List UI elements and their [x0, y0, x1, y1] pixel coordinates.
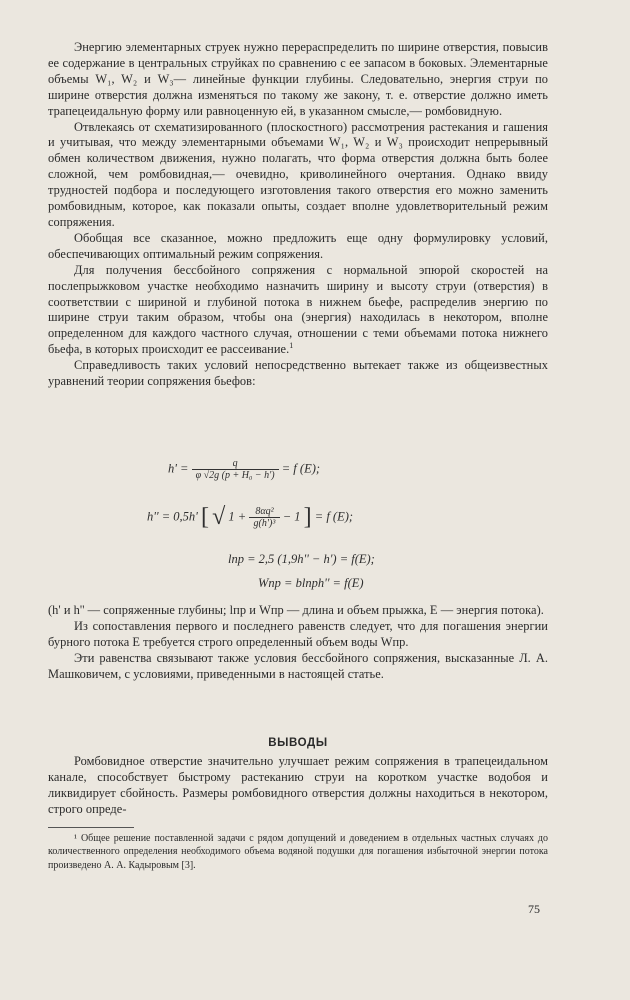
formula-1-numerator: q	[192, 458, 279, 470]
footnote: ¹ Общее решение поставленной задачи с рядом допущений и доведением в отдельных частных случаях до количественного определения необходимого объема водяной подушки для погашения избыточной энергии потока произведено А. А. Кадыровым [3].	[48, 833, 548, 871]
formula-2-inner-b: − 1	[282, 509, 301, 524]
text-block-conclusions	[48, 754, 548, 818]
footnote-rule	[48, 827, 134, 828]
formula-1-fraction	[192, 458, 279, 481]
formula-1-rhs: = f (E);	[281, 461, 321, 476]
paragraph-2: Отвлекаясь от схематизированного (плоскостного) рассмотрения растекания и гашения и учитывая, что между элементарными объемами W₁, W₂ и W₃ происходит непрерывный обмен количеством движения, нужно полагать, что форма отверстия должна быть более сложной, чем ромбовидная,— очевидно, криволинейного очертания. Однако ввиду трудностей подбора и последующего изготовления такого отверстия его можно заменить ромбовидным, которое, как показали опыты, создает вполне удовлетворительный режим сопряжения.	[48, 119, 548, 229]
page-number: 75	[528, 902, 540, 916]
formula-1-denominator: φ √2g (p + H₀ − h')	[195, 470, 275, 481]
formula-1-lhs: h' =	[168, 461, 189, 476]
formula-2-numerator: 8αq²	[249, 506, 279, 518]
section-heading-conclusions: ВЫВОДЫ	[268, 737, 328, 749]
paragraph-9: Ромбовидное отверстие значительно улучшает режим сопряжения в трапецеидальном канале, способствует быстрому растеканию струи на коротком участке водобоя и ликвидирует сбойность. Размеры ромбовидного отверстия должны находиться в некотором, строго опреде-	[48, 754, 548, 816]
paragraph-4-text: Для получения бессбойного сопряжения с нормальной эпюрой скоростей на послепрыжковом участке необходимо назначить ширину и высоту струи (отверстия) в соответствии с шириной и глубиной потока в нижнем бьефе, распределив энергию по ширине струи таким образом, чтобы она (энергия) находилась в некотором, вполне определенном для каждого частного случая, отношении с теми объемами потока нижнего бьефа, в которых происходит ее рассеивание.	[48, 262, 548, 357]
formula-2-fraction	[249, 506, 279, 529]
formula-2-denominator: g(h')³	[253, 518, 276, 529]
paragraph-7: Из сопоставления первого и последнего равенств следует, что для погашения энергии бурного потока E требуется строго определенный объем воды Wпр.	[48, 618, 548, 649]
formula-2-left-bracket: [	[200, 504, 209, 530]
formula-h-prime	[168, 458, 320, 481]
paragraph-3: Обобщая все сказанное, можно предложить еще одну формулировку условий, обеспечивающих оптимальный режим сопряжения.	[48, 230, 548, 261]
paragraph-6: (h' и h'' — сопряженные глубины; lпр и Wпр — длина и объем прыжка, E — энергия потока).	[48, 603, 544, 617]
formula-h-double-prime	[147, 504, 353, 531]
paragraph-1: Энергию элементарных струек нужно перераспределить по ширине отверстия, повысив ее содержание в центральных струйках по сравнению с ее запасом в боковых. Элементарные объемы W₁, W₂ и W₃— линейные функции глубины. Следовательно, энергия струи по ширине отверстия должна изменяться по такому же закону, т. е. отверстие должно иметь трапецеидальную форму или равноценную ей, в указанном смысле,— ромбовидную.	[48, 40, 548, 118]
paragraph-4	[48, 263, 548, 358]
paragraph-8: Эти равенства связывают также условия бессбойного сопряжения, высказанные Л. А. Машковичем, с условиями, приведенными в настоящей статье.	[48, 650, 548, 681]
formula-2-rhs: = f (E);	[314, 509, 354, 524]
text-block-top	[48, 40, 548, 390]
formula-jump-volume: Wпр = blпрh'' = f(E)	[258, 576, 364, 590]
formula-2-right-bracket: ]	[303, 504, 312, 530]
formula-2-inner-a: 1 +	[228, 509, 247, 524]
text-block-middle	[48, 603, 548, 683]
footnote-marker: 1	[289, 341, 294, 351]
sqrt-sign: √	[212, 504, 226, 530]
paragraph-5: Справедливость таких условий непосредственно вытекает также из общеизвестных уравнений теории сопряжения бьефов:	[48, 358, 548, 389]
formula-2-lhs: h'' = 0,5h'	[147, 509, 198, 524]
formula-jump-length: lпр = 2,5 (1,9h'' − h') = f(E);	[228, 552, 375, 566]
